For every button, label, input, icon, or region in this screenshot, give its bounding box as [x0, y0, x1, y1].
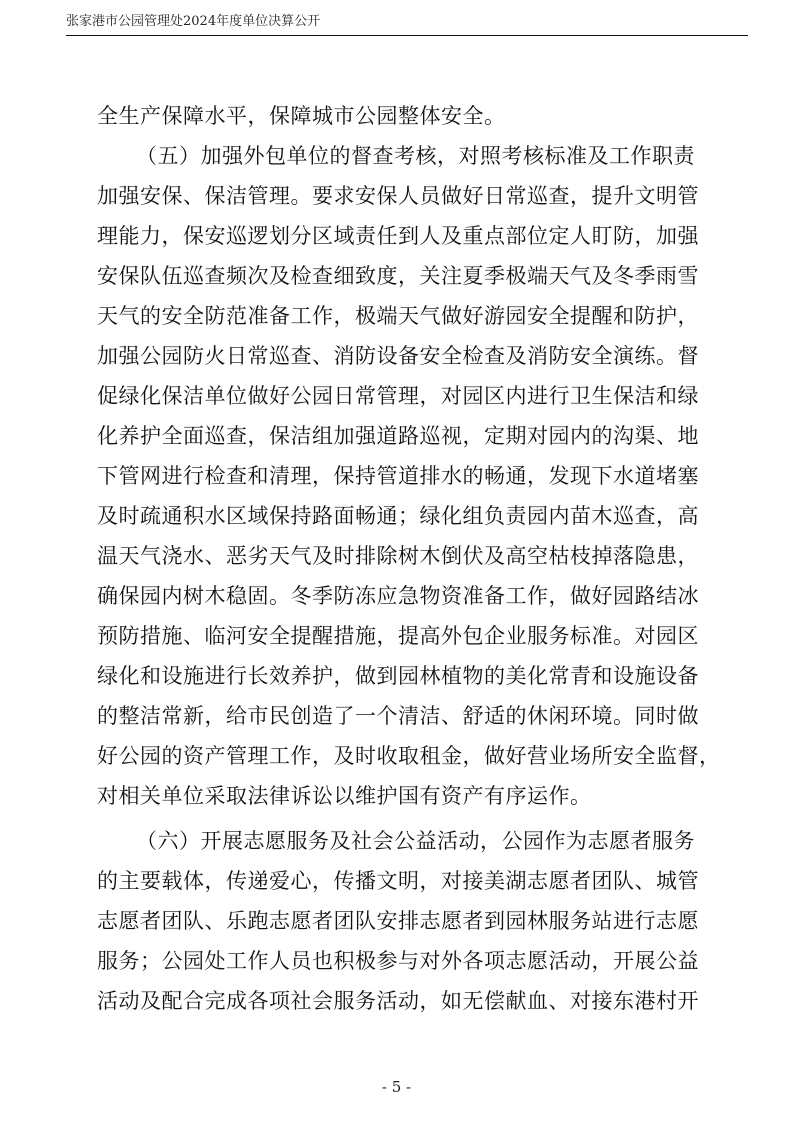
paragraph-line: 化养护全面巡查，保洁组加强道路巡视，定期对园内的沟渠、地	[97, 424, 699, 448]
paragraph-line: 下管网进行检查和清理，保持管道排水的畅通，发现下水道堵塞	[97, 464, 699, 488]
paragraph-line: 加强安保、保洁管理。要求安保人员做好日常巡查，提升文明管	[97, 184, 699, 208]
document-body	[97, 96, 721, 1021]
paragraph-line: 加强公园防火日常巡查、消防设备安全检查及消防安全演练。督	[97, 344, 699, 368]
page-number: - 5 -	[381, 1078, 412, 1096]
paragraph-line: 确保园内树木稳固。冬季防冻应急物资准备工作，做好园路结冰	[97, 584, 699, 608]
paragraph-line: 安保队伍巡查频次及检查细致度，关注夏季极端天气及冬季雨雪	[97, 264, 699, 288]
paragraph-line: 的主要载体，传递爱心，传播文明，对接美湖志愿者团队、城管	[97, 869, 699, 893]
paragraph-line: 预防措施、临河安全提醒措施，提高外包企业服务标准。对园区	[97, 624, 699, 648]
header-divider	[66, 35, 748, 36]
paragraph-line: 志愿者团队、乐跑志愿者团队安排志愿者到园林服务站进行志愿	[97, 909, 699, 933]
paragraph-line: 理能力，保安巡逻划分区域责任到人及重点部位定人盯防，加强	[97, 224, 699, 248]
paragraph-line: 温天气浇水、恶劣天气及时排除树木倒伏及高空枯枝掉落隐患，	[97, 544, 699, 568]
paragraph-line: 好公园的资产管理工作，及时收取租金，做好营业场所安全监督，	[97, 744, 721, 768]
paragraph-line: 及时疏通积水区域保持路面畅通；绿化组负责园内苗木巡查，高	[97, 504, 699, 528]
document-header: 张家港市公园管理处2024年度单位决算公开	[66, 14, 321, 29]
paragraph-line: 绿化和设施进行长效养护，做到园林植物的美化常青和设施设备	[97, 664, 699, 688]
paragraph-line: 活动及配合完成各项社会服务活动，如无偿献血、对接东港村开	[97, 989, 699, 1013]
paragraph-line: 全生产保障水平，保障城市公园整体安全。	[97, 104, 506, 128]
paragraph-line: （五）加强外包单位的督查考核，对照考核标准及工作职责	[136, 144, 695, 168]
paragraph-line: 天气的安全防范准备工作，极端天气做好游园安全提醒和防护，	[97, 304, 699, 328]
paragraph-line: 促绿化保洁单位做好公园日常管理，对园区内进行卫生保洁和绿	[97, 384, 699, 408]
paragraph-line: 服务；公园处工作人员也积极参与对外各项志愿活动，开展公益	[97, 949, 699, 973]
paragraph-line: 的整洁常新，给市民创造了一个清洁、舒适的休闲环境。同时做	[97, 704, 699, 728]
paragraph-line: （六）开展志愿服务及社会公益活动，公园作为志愿者服务	[136, 829, 695, 853]
paragraph-line: 对相关单位采取法律诉讼以维护国有资产有序运作。	[97, 784, 592, 808]
